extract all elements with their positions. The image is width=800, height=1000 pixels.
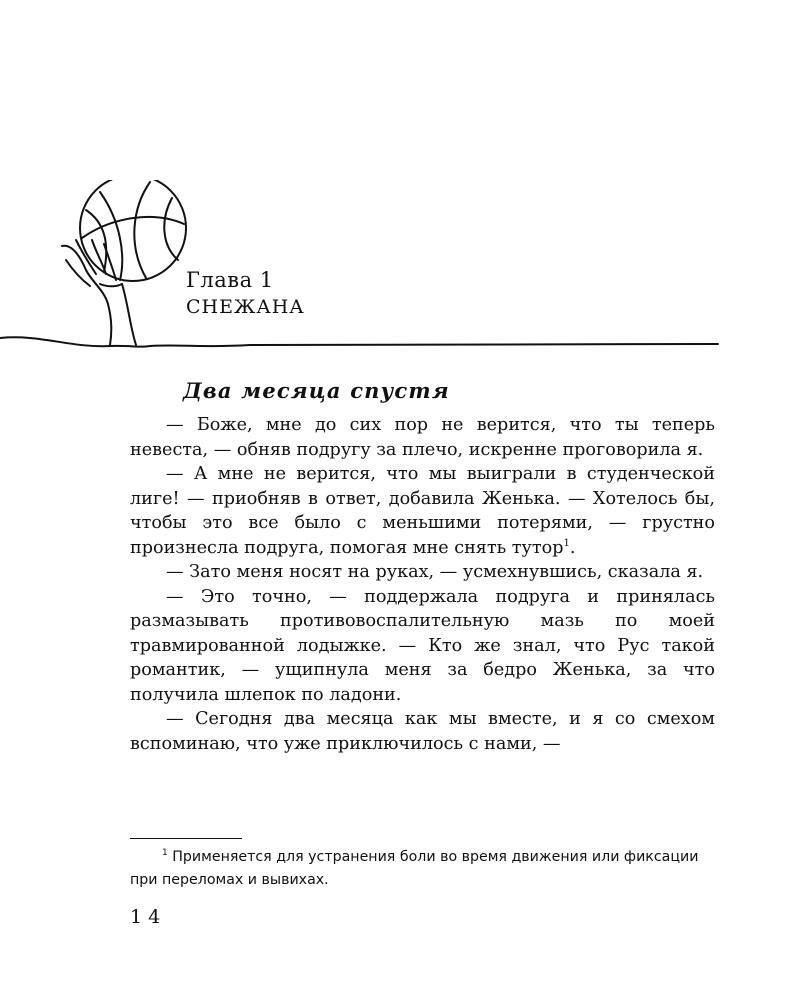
footnote-text: Применяется для устранения боли во время движения или фиксации при переломах и вывихах. xyxy=(130,849,699,888)
footnote-marker: 1 xyxy=(162,848,168,858)
paragraph: — Сегодня два месяца как мы вместе, и я со смехом вспоминаю, что уже приключилось с нами, — xyxy=(130,709,715,754)
footnote xyxy=(130,846,715,892)
paragraph: — Зато меня носят на руках, — усмехнувшись, сказала я. xyxy=(166,562,704,582)
body-text xyxy=(130,413,715,756)
footnote-reference[interactable]: 1 xyxy=(563,537,570,549)
hand-holding-basketball-icon xyxy=(0,180,800,360)
footnote-divider xyxy=(130,838,242,839)
paragraph: — Это точно, — поддержала подруга и принялась размазывать противовоспалительную мазь по моей травмированной лодыжке. — Кто же знал, что Рус такой романтик, — ущипнула меня за бедро Женька, за что получила шлепок по ладони. xyxy=(130,586,715,705)
chapter-number: Глава 1 xyxy=(186,268,274,292)
page-number: 14 xyxy=(130,906,167,928)
paragraph: — Боже, мне до сих пор не верится, что ты теперь невеста, — обняв подругу за плечо, искренне проговорила я. xyxy=(130,415,715,460)
paragraph: — А мне не верится, что мы выиграли в студенческой лиге! — приобняв в ответ, добавила Женька. — Хотелось бы, чтобы это все было с меньшими потерями, — грустно произнесла подруга, помогая мне снять тутор$^1$. xyxy=(130,464,715,558)
chapter-title: СНЕЖАНА xyxy=(186,296,305,318)
section-subtitle: Два месяца спустя xyxy=(183,378,450,403)
